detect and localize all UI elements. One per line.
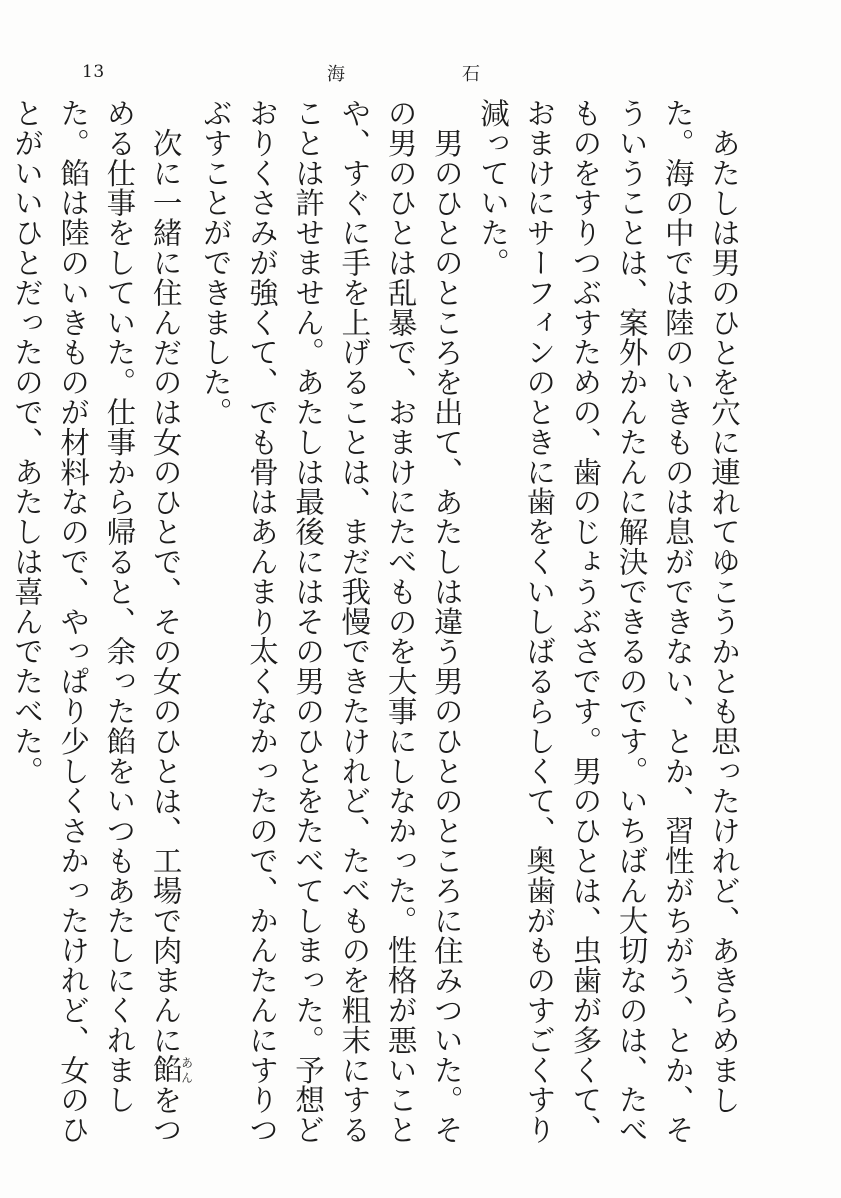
paragraph-1: あたしは男のひとを穴に連れてゆこうかとも思ったけれど、あきらめました。海の中では陸のいきものは息ができない、とか、習性がちがう、とか、そういうことは、案外かんたんに解決できるのです。いちばん大切なのは、たべものをすりつぶすための、歯のじょうぶさです。男のひとは、虫歯が多くて、おまけにサーフィンのときに歯をくいしばるらしくて、奥歯がものすごくすり減っていた。 — [475, 98, 741, 1145]
paragraph-2: 男のひとのところを出て、あたしは違う男のひとのところに住みついた。その男のひとは乱暴で、おまけにたべものを大事にしなかった。性格が悪いことや、すぐに手を上げることは、まだ我慢できたけれど、たべものを粗末にすることは許せません。あたしは最後にはその男のひとをたべてしまった。予想どおりくさみが強くて、でも骨はあんまり太くなかったので、かんたんにすりつぶすことができました。 — [198, 98, 464, 1145]
paragraph-4 — [0, 98, 4, 1158]
ruby-base: 餡 — [148, 1054, 183, 1085]
paragraph-3-part-a: 次に一緒に住んだのは女のひとで、その女のひとは、工場で肉まんに — [148, 127, 183, 1055]
paragraph-3 — [4, 98, 193, 1158]
paragraph-3-part-b: をつめる仕事をしていた。仕事から帰ると、余った餡をいつもあたしにくれました。餡は陸のいきものが材料なので、やっぱり少しくさかったけれど、女のひとがいいひとだったので、あたしは喜んでたべた。 — [9, 98, 183, 1145]
running-title-char-2: 石 — [462, 64, 480, 85]
body-text — [0, 98, 747, 1158]
furigana: あん — [179, 1054, 194, 1085]
page-number: 13 — [82, 62, 105, 82]
ruby-word — [148, 1054, 194, 1085]
running-title-char-1: 海 — [327, 64, 345, 85]
